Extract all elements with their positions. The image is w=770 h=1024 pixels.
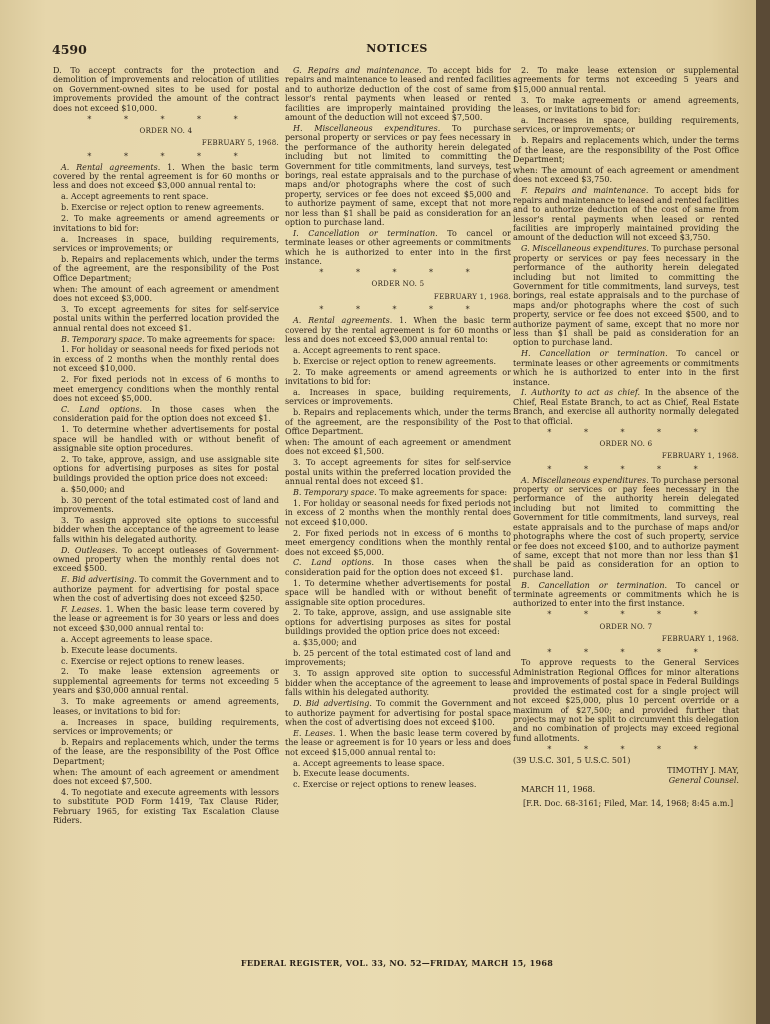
paragraph [53,738,279,766]
paragraph-text: To cancel or terminate agreements or commitments which he is authorized to enter into the first instance. [513,580,739,609]
paragraph [513,116,739,135]
paragraph [285,488,511,497]
paragraph [53,203,279,212]
paragraph-text: 1. When the basic term covered by the rental agreement is for 60 months or less and does not exceed $3,000 annual rental to: [285,316,511,344]
paragraph [53,305,279,333]
paragraph [53,192,279,201]
paragraph [285,558,511,577]
paragraph-text: b. Execute lease documents. [293,769,410,779]
paragraph [285,638,511,647]
paragraph-heading: I. Authority to act as chief. [521,388,641,398]
paragraph-text: In those cases when the consideration paid for the option does not exceed $1. [285,558,511,577]
paragraph [53,375,279,403]
paragraph-text: b. Repairs and replacements which, under the terms of the agreement, are the responsibility of the Post Office Department; [53,254,279,283]
paragraph-text: when: The amount of each agreement or amendment does not exceed $7,500. [53,767,279,786]
paragraph [285,499,511,527]
paragraph-text: 1. For holiday or seasonal needs for fixed periods not in excess of 2 months when the monthly rental does not exceed $10,000. [53,345,279,374]
paragraph-text: (39 U.S.C. 301, 5 U.S.C. 501) [513,755,631,765]
paragraph [513,66,739,94]
paragraph-text: a. Increases in space, building requirements, services or improvements; or [53,717,279,736]
paragraph-heading: B. Temporary space. [61,334,145,344]
paragraph-text: 2. To take, approve, assign, and use assignable site options for advertising purposes as sites for postal buildings provided the option price does not exceed: [53,454,279,483]
paragraph [53,345,279,373]
paragraph [285,579,511,607]
paragraph [285,346,511,355]
paragraph [285,669,511,697]
page-edge-shadow [756,0,770,1024]
paragraph-text: To commit the Government and to authorize payment for advertising for postal space when the cost of advertising does not exceed $100. [285,699,511,727]
paragraph-heading: C. Land options. [293,558,375,568]
paragraph [53,485,279,494]
paragraph [513,96,739,115]
paragraph-text: b. Repairs and replacements which, under the terms of the lease, are the responsibility of the Post Office Department; [53,737,279,766]
paragraph-text: c. Exercise or reject options to renew leases. [293,780,477,790]
paragraph [285,368,511,387]
paragraph-text: To purchase personal property or services or pay fees necessary in the performance of the authority herein delegated including but not limited to committing the Government for title commitments, land surveys, test borings, real estate appraisals and to the purchase of maps and/or photographs where the cost of such property, services or fee does not exceed $5,000 and to authorize payment of same, except that not more nor less than $1 shall be paid as consideration for an option to purchase land. [285,123,511,227]
paragraph-text: b. Execute lease documents. [61,645,178,655]
paragraph [513,785,739,794]
signature-line [513,776,739,785]
order-date: FEBRUARY 1, 1968. [661,452,739,461]
paragraph-text: b. Exercise or reject option to renew agreements. [293,356,497,366]
paragraph [513,476,739,579]
paragraph-text: a. Accept agreements to lease space. [293,758,445,768]
paragraph-heading: H. Miscellaneous expenditures. [293,123,441,133]
paragraph-text: 2. To take, approve, assign, and use assignable site options for advertising purposes as sites for postal buildings provided the option price does not exceed: [285,608,511,637]
paragraph [53,335,279,344]
paragraph-heading: B. Temporary space. [293,488,377,498]
paragraph-text: To approve requests to the General Services Administration Regional Offices for minor alterations and improvements of postal space in Federal Buildings provided the estimated cost for a single project will not exceed $25,000, plus 10 percent override or a maximum of $27,500; and provided further that projects may not be split to circumvent this delegation and no combination of projects may exceed regional fund allotments. [513,658,739,743]
paragraph-text: b. Repairs and replacements which, under the terms of the agreement, are the responsibility of the Post Office Department. [285,408,511,437]
paragraph-text: b. Exercise or reject option to renew agreements. [61,203,265,213]
paragraph-text: when: The amount of each agreement or amendment does not exceed $3,750. [513,166,739,185]
paragraph-text: 1. When the basic lease term covered by the lease or agreement is for 10 years or less and does not exceed $15,000 annual rental to: [285,728,511,757]
paragraph-heading: G. Miscellaneous expenditures. [521,244,649,254]
paragraph-text: 3. To make agreements or amend agreements, leases, or invitations to bid for: [513,95,739,115]
paragraph-text: a. $50,000; and [61,484,125,494]
text-column-1 [53,66,279,827]
paragraph-text: To accept bids for repairs and maintenance to leased and rented facilities and to authorize deduction of the cost of same from lessor's rental payments when leased or rented facilities are improperly maintained providing the amount of the deduction will not exceed $3,750. [513,186,739,243]
paragraph [285,729,511,757]
paragraph-text: To purchase personal property or services or pay fees necessary in the performance of the authority herein delegated including but not limited to committing the Government for title commitments, land surveys, test borings, real estate appraisals and to the purchase of maps and/or photographs where the cost of such property, service or fee does not exceed $500, and to authorize payment of same, except that no more nor less than $1 shall be paid as consideration for an option to purchase land. [513,244,740,348]
paragraph-text: To cancel or terminate leases or other agreements or commitments which he is authorized to enter into in the first instance. [285,228,511,267]
paragraph [53,285,279,304]
paragraph-text: 1. To determine whether advertisements for postal space will be handled with or without benefit of assignable site option procedures. [53,425,279,454]
paragraph [285,699,511,727]
paragraph-heading: I. Cancellation or termination. [293,228,438,238]
order-date: FEBRUARY 1, 1968. [433,292,511,301]
paragraph-text: a. Increases in space, building requirements, services or improvements. [285,388,511,407]
paragraph-text: 2. For fixed periods not in excess of 6 months to meet emergency conditions when the monthly rental does not exceed $5,000. [53,375,279,403]
paragraph [513,349,739,387]
paragraph-heading: G. Repairs and maintenance. [293,66,422,75]
paragraph-text: 3. To make agreements or amend agreements, leases, or invitations to bid for: [53,697,279,716]
signature-text: TIMOTHY J. MAY, [667,766,739,776]
paragraph [53,646,279,655]
paragraph-text: a. Increases in space, building requirements, services, or improvements; or [513,116,739,135]
paragraph [53,163,279,191]
paragraph [513,166,739,185]
paragraph-text: 3. To accept agreements for sites for self-service postal units within the preferred location provided the annual rental does not exceed $1. [285,458,511,487]
paragraph-text: 1. To determine whether advertisements for postal space will be handled with or without benefit of assignable site option procedures. [285,578,511,607]
paragraph [285,124,511,227]
order-date: FEBRUARY 5, 1968. [201,139,279,148]
section-separator: * * * * * [547,464,713,474]
section-separator: * * * * * [87,114,253,124]
paragraph-text: 2. To make agreements or amend agreements or invitations to bid for: [285,367,511,387]
paragraph-text: a. Accept agreements to rent space. [61,192,209,202]
paragraph-heading: A. Rental agreements. [293,316,393,326]
section-separator: * * * * * [319,305,485,315]
paragraph [285,649,511,668]
signature-text: General Counsel. [668,775,739,785]
paragraph-text: D. To accept contracts for the protection and demolition of improvements and relocation of utilities on Government-owned sites to be used for postal improvements provided the amount of the contract does not exceed $10,000. [53,66,279,113]
paragraph [285,229,511,267]
paragraph-text: To purchase personal property or services or pay fees necessary in the performance of the authority herein delegated including but not limited to committing the Government for title commitments, land surveys, real estate appraisals and to the purchase of maps and/or photographs where the cost of such property, service or fee does not exceed $100, and to authorize payment of same, except that not more than nor less than $1 shall be paid as consideration for an option to purchase land. [513,475,739,579]
paragraph [285,458,511,486]
paragraph-heading: E. Bid advertising. [61,575,137,585]
section-separator: * * * * * [87,151,253,161]
paragraph-text: b. Repairs and replacements which, under the terms of the lease, are the responsibility of the Post Office Department; [513,136,739,165]
paragraph [53,255,279,283]
paragraph-text: b. 25 percent of the total estimated cost of land and improvements; [285,649,511,668]
page-footer: FEDERAL REGISTER, VOL. 33, NO. 52—FRIDAY, MARCH 15, 1968 [240,958,554,968]
paragraph-heading: C. Land options. [61,404,143,414]
paragraph-heading: E. Leases. [293,728,336,738]
paragraph-text: a. Accept agreements to rent space. [293,345,441,355]
paragraph-text: a. Increases in space, building requirements, services or improvements; or [53,234,279,253]
paragraph-text: 3. To assign approved site options to successful bidder when the acceptance of the agreement to lease falls within his delegated authority. [53,515,279,544]
paragraph-text: a. $35,000; and [293,638,357,648]
paragraph-text: To accept outleases of Government-owned property when the monthly rental does not exceed $500. [53,545,279,574]
paragraph-text: To make agreements for space: [376,488,508,498]
paragraph-text: 3. To except agreements for sites for self-service postal units within the perferred location provided the annual rental does not exceed $1. [53,304,279,333]
order-heading: ORDER NO. 4 [139,126,193,135]
paragraph [513,244,739,347]
paragraph-heading: F. Repairs and maintenance. [521,186,649,196]
paragraph [285,780,511,789]
paragraph [53,496,279,515]
paragraph-text: 1. When the basic lease term covered by the lease or agreement is for 30 years or less and does not exceed $30,000 annual rental to: [53,605,279,633]
paragraph-text: when: The amount of each agreement or amendment does not exceed $3,000. [53,284,279,303]
section-separator: * * * * * [547,427,713,437]
paragraph [285,529,511,557]
paragraph-heading: D. Outleases. [61,545,118,555]
paragraph [513,756,739,765]
order-date: FEBRUARY 1, 1968. [661,635,739,644]
paragraph [513,388,739,426]
order-heading: ORDER NO. 5 [371,280,425,289]
paragraph-text: when: The amount of each agreement or amendment does not exceed $1,500. [285,438,511,457]
paragraph-heading: B. Cancellation or termination. [521,580,668,590]
section-separator: * * * * * [547,647,713,657]
paragraph-text: 2. To make lease extension agreements or supplemental agreements for terms not exceeding 5 years and $30,000 annual rental. [53,667,279,696]
page-number: 4590 [52,42,87,57]
paragraph-text: To make agreements for space: [144,334,276,344]
paragraph-text: 3. To assign approved site option to successful bidder when the acceptance of the agreement to lease falls within his delegated authority. [285,669,511,698]
paragraph-text: 2. For fixed periods not in excess of 6 months to meet emergency conditions when the monthly rental does not exceed $5,000. [285,528,511,557]
section-separator: * * * * * [319,268,485,278]
paragraph-text: 2. To make lease extension or supplemental agreements for terms not exceeding 5 years and $15,000 annual rental. [513,66,739,94]
paragraph [513,136,739,164]
page-header [52,42,742,58]
paragraph-text: In those cases when the consideration paid for the option does not exceed $1. [53,404,279,424]
paragraph [285,388,511,407]
order-heading: ORDER NO. 7 [599,622,653,631]
paragraph-text: In the absence of the Chief, Real Estate Branch, to act as Chief, Real Estate Branch, and exercise all authority normally delegated to that official. [513,388,739,426]
paragraph [285,408,511,436]
paragraph-text: c. Exercise or reject options to renew leases. [61,656,245,666]
section-separator: * * * * * [547,744,713,754]
paragraph [285,759,511,768]
paragraph [53,657,279,666]
filing-note: [F.R. Doc. 68-3161; Filed, Mar. 14, 1968; 8:45 a.m.] [523,798,734,808]
paragraph [285,316,511,344]
paragraph [513,658,739,743]
paragraph [53,546,279,574]
text-column-3 [513,66,739,810]
paragraph [53,516,279,544]
order-heading: ORDER NO. 6 [599,439,653,448]
paragraph [53,667,279,695]
signature-line [513,766,739,775]
paragraph [53,66,279,113]
paragraph [53,405,279,424]
paragraph [53,214,279,233]
paragraph [53,718,279,737]
paragraph [53,455,279,483]
paragraph [53,768,279,787]
paragraph-text: b. 30 percent of the total estimated cost of land and improvements. [53,495,279,514]
paragraph-heading: D. Bid advertising. [293,699,372,709]
paragraph-heading: A. Miscellaneous expenditures. [521,475,649,485]
paragraph-text: To accept bids for repairs and maintenance to leased and rented facilities and to authorize deduction of the cost of same from lessor's rental payments when leased or rented facilities are improperly maintained providing the amount of the deduction will not exceed $7,500. [285,66,511,123]
section-separator: * * * * * [547,610,713,620]
paragraph [285,438,511,457]
paragraph [285,357,511,366]
text-column-2 [285,66,511,791]
paragraph-text: To commit the Government and to authorize payment for advertising for postal space when the cost of advertising does not exceed $250. [53,575,279,604]
paragraph-heading: H. Cancellation or termination. [521,349,668,359]
paragraph [53,575,279,603]
paragraph-text: MARCH 11, 1968. [521,785,596,795]
paragraph-text: a. Accept agreements to lease space. [61,634,213,644]
paragraph [53,788,279,826]
paragraph-text: 1. When the basic term covered by the rental agreement is for 60 months or less and does not exceed $3,000 annual rental to: [53,162,279,191]
paragraph [513,186,739,242]
paragraph [285,769,511,778]
paragraph-heading: F. Leases. [61,605,102,615]
paragraph [53,635,279,644]
paragraph-heading: A. Rental agreements. [61,162,161,172]
paragraph-text: 1. For holiday or seasonal needs for fixed periods not in excess of 2 months when the monthly rental does not exceed $10,000. [285,498,511,527]
paragraph [285,66,511,122]
paragraph-text: 4. To negotiate and execute agreements with lessors to substitute POD Form 1419, Tax Clause Rider, February 1965, for existing Tax Escalation Clause Riders. [53,787,279,826]
paragraph-text: 2. To make agreements or amend agreements or invitations to bid for: [53,214,279,233]
paragraph [53,605,279,633]
paragraph [53,235,279,254]
paragraph-text: To cancel or terminate leases or other agreements or commitments which he is authorized to enter into in the first instance. [513,349,740,387]
paragraph [285,608,511,636]
page-title: NOTICES [366,42,428,55]
paragraph [53,425,279,453]
paragraph [53,697,279,716]
paragraph [513,581,739,609]
